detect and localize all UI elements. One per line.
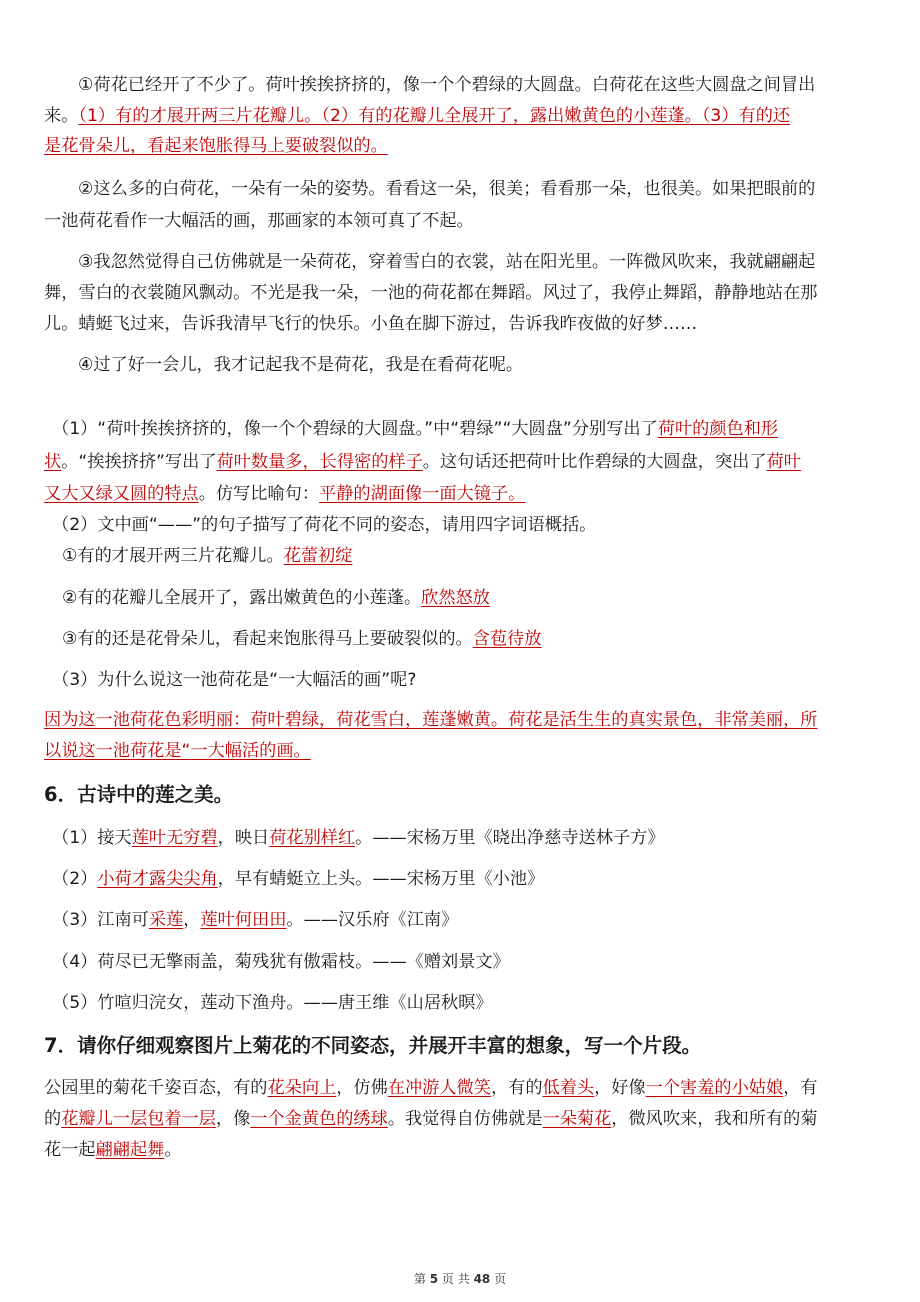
question-2-item-3: ③有的还是花骨朵儿，看起来饱胀得马上要破裂似的。含苞待放 xyxy=(62,629,542,649)
page-footer: 第 5 页 共 48 页 xyxy=(413,1272,507,1286)
answer: 低着头 xyxy=(542,1078,595,1098)
answer-underlined-sentence: 是花骨朵儿，看起来饱胀得马上要破裂似的。 xyxy=(44,136,388,156)
answer: 荷叶数量多，长得密的样子 xyxy=(216,452,423,472)
answer: 采莲 xyxy=(148,910,184,930)
section-6-title: 6．古诗中的莲之美。 xyxy=(44,783,234,806)
essay-line1: 公园里的菊花千姿百态，有的花朵向上，仿佛在冲游人微笑，有的低着头，好像一个害羞的小姑娘，有 xyxy=(44,1078,818,1098)
page-total: 48 xyxy=(473,1272,491,1286)
answer: 一个金黄色的绣球 xyxy=(250,1109,388,1129)
answer: 又大又绿又圆的特点 xyxy=(44,484,199,504)
question-1-line1: （1）“荷叶挨挨挤挤的，像一个个碧绿的大圆盘。”中“碧绿”“大圆盘”分别写出了荷叶的颜色和形 xyxy=(52,419,779,439)
answer: 在冲游人微笑 xyxy=(387,1078,491,1098)
poem-item-5: （5）竹喧归浣女，莲动下渔舟。——唐王维《山居秋暝》 xyxy=(52,993,493,1013)
essay-line2: 的花瓣儿一层包着一层，像一个金黄色的绣球。我觉得自仿佛就是一朵菊花，微风吹来，我和所有的菊 xyxy=(44,1109,818,1129)
passage-p1-line1: ①荷花已经开了不少了。荷叶挨挨挤挤的，像一个个碧绿的大圆盘。白荷花在这些大圆盘之间冒出 xyxy=(78,75,816,95)
passage-p3-line1: ③我忽然觉得自己仿佛就是一朵荷花，穿着雪白的衣裳，站在阳光里。一阵微风吹来，我就翩翩起 xyxy=(78,252,816,272)
poem-item-1: （1）接天莲叶无穷碧，映日荷花别样红。——宋杨万里《晓出净慈寺送林子方》 xyxy=(52,828,665,848)
answer: 莲叶无穷碧 xyxy=(131,828,218,848)
question-2-stem: （2）文中画“——”的句子描写了荷花不同的姿态，请用四字词语概括。 xyxy=(52,515,597,535)
answer: 荷叶 xyxy=(766,452,801,472)
question-3-answer-line1 xyxy=(44,709,817,731)
question-2-item-1: ①有的才展开两三片花瓣儿。花蕾初绽 xyxy=(62,546,353,566)
answer: 欣然怒放 xyxy=(421,588,490,608)
essay-line3: 花一起翩翩起舞。 xyxy=(44,1140,182,1160)
passage-p2-line1: ②这么多的白荷花，一朵有一朵的姿势。看看这一朵，很美；看看那一朵，也很美。如果把眼前的 xyxy=(78,179,816,199)
passage-p1-line2: 来。（1）有的才展开两三片花瓣儿。（2）有的花瓣儿全展开了，露出嫩黄色的小莲蓬。（3）有的还 xyxy=(44,106,791,126)
question-2-item-2: ②有的花瓣儿全展开了，露出嫩黄色的小莲蓬。欣然怒放 xyxy=(62,588,490,608)
answer: 平静的湖面像一面大镜子。 xyxy=(319,484,526,504)
passage-p3-line2: 舞，雪白的衣裳随风飘动。不光是我一朵，一池的荷花都在舞蹈。风过了，我停止舞蹈，静静地站在那 xyxy=(44,283,818,303)
poem-item-3: （3）江南可采莲，莲叶何田田。——汉乐府《江南》 xyxy=(52,910,459,930)
answer: 一朵菊花 xyxy=(542,1109,612,1129)
passage-p4-line1: ④过了好一会儿，我才记起我不是荷花，我是在看荷花呢。 xyxy=(78,355,524,375)
answer: 以说这一池荷花是“一大幅活的画。 xyxy=(44,741,311,761)
answer: 状 xyxy=(44,452,62,472)
answer: 含苞待放 xyxy=(472,629,542,649)
question-1-line2: 状。“挨挨挤挤”写出了荷叶数量多，长得密的样子。这句话还把荷叶比作碧绿的大圆盘，突出了荷叶 xyxy=(44,452,801,472)
section-7-title: 7．请你仔细观察图片上菊花的不同姿态，并展开丰富的想象，写一个片段。 xyxy=(44,1034,702,1057)
passage-p2-line2: 一池荷花看作一大幅活的画，那画家的本领可真了不起。 xyxy=(44,211,474,231)
answer: 因为这一池荷花色彩明丽：荷叶碧绿，荷花雪白，莲蓬嫩黄。荷花是活生生的真实景色，非常美丽，所 xyxy=(44,710,818,730)
poem-item-2: （2）小荷才露尖尖角，早有蜻蜓立上头。——宋杨万里《小池》 xyxy=(52,869,545,889)
question-1-line3: 又大又绿又圆的特点。仿写比喻句：平静的湖面像一面大镜子。 xyxy=(44,484,526,504)
answer: 花蕾初绽 xyxy=(283,546,353,566)
answer: 荷花别样红 xyxy=(269,828,356,848)
question-3-answer-line2 xyxy=(44,740,311,762)
passage-p1-line3 xyxy=(44,135,388,157)
answer: 花朵向上 xyxy=(267,1078,337,1098)
answer: 小荷才露尖尖角 xyxy=(97,869,218,889)
answer: 一个害羞的小姑娘 xyxy=(645,1078,784,1098)
answer: 荷叶的颜色和形 xyxy=(657,419,779,439)
answer-underlined-sentence: （1）有的才展开两三片花瓣儿。（2）有的花瓣儿全展开了，露出嫩黄色的小莲蓬。（3）有的还 xyxy=(78,106,791,126)
poem-item-4: （4）荷尽已无擎雨盖，菊残犹有傲霜枝。——《赠刘景文》 xyxy=(52,952,510,972)
answer: 花瓣儿一层包着一层 xyxy=(61,1109,216,1129)
answer: 翩翩起舞 xyxy=(95,1140,165,1160)
page-number: 5 xyxy=(429,1272,439,1286)
answer: 莲叶何田田 xyxy=(200,910,287,930)
question-3-stem: （3）为什么说这一池荷花是“一大幅活的画”呢? xyxy=(52,670,417,690)
passage-p3-line3: 儿。蜻蜓飞过来，告诉我清早飞行的快乐。小鱼在脚下游过，告诉我昨夜做的好梦…… xyxy=(44,314,698,334)
